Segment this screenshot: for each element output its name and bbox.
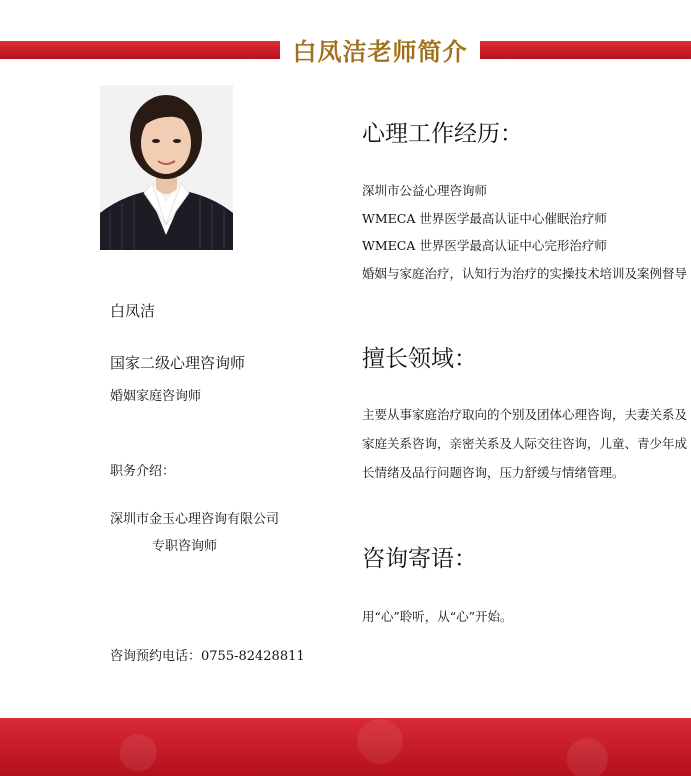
qualification-primary: 国家二级心理咨询师 [110,354,246,372]
profile-photo [100,85,233,250]
specialty-text: 主要从事家庭治疗取向的个别及团体心理咨询，夫妻关系及家庭关系咨询，亲密关系及人际交往咨询，儿童、青少年成长情绪及品行问题咨询，压力舒缓与情绪管理。 [362,407,688,480]
specialty-heading: 擅长领域： [362,346,477,372]
portrait-image [100,85,233,250]
experience-list [362,177,687,287]
experience-heading: 心理工作经历： [362,121,523,147]
page-title: 白凤洁老师简介 [292,38,468,66]
footer-band [0,718,691,776]
duty-label: 职务介绍： [110,464,176,479]
motto-heading: 咨询寄语： [362,546,477,572]
header-bar-left [0,41,280,59]
list-item: WMECA 世界医学最高认证中心催眠治疗师 [362,210,607,226]
teacher-name: 白凤洁 [110,302,156,320]
motto-text: 用“心”聆听，从“心”开始。 [362,609,513,624]
qualification-secondary: 婚姻家庭咨询师 [110,389,202,404]
list-item: WMECA 世界医学最高认证中心完形治疗师 [362,238,607,253]
company-name: 深圳市金玉心理咨询有限公司 [110,512,280,527]
header-bar-right [480,41,691,59]
phone-line: 咨询预约电话：0755-82428811 [110,649,305,664]
list-item: 深圳市公益心理咨询师 [362,183,488,198]
company-role: 专职咨询师 [152,539,218,554]
list-item: 婚姻与家庭治疗，认知行为治疗的实操技术培训及案例督导 [362,265,688,281]
